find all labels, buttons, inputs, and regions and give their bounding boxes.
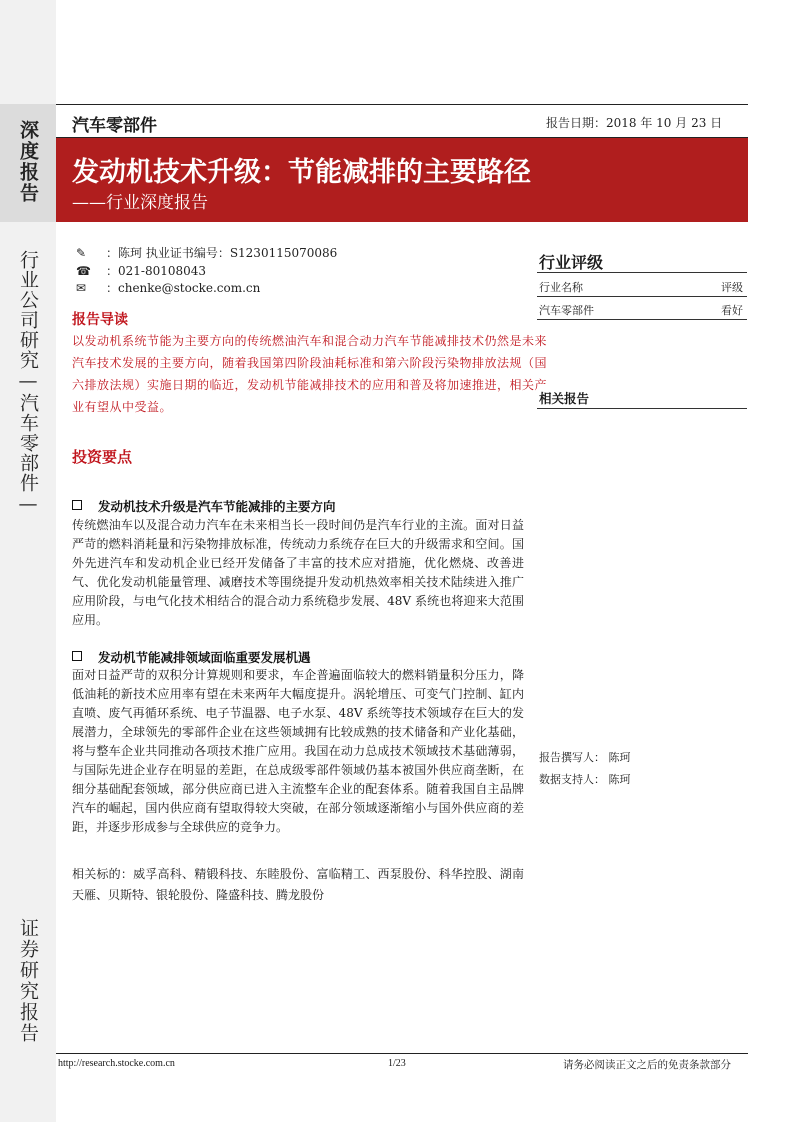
report-writer: 报告撰写人： 陈珂 [539, 751, 631, 764]
point-1-title: 发动机技术升级是汽车节能减排的主要方向 [98, 499, 336, 514]
page-title: 发动机技术升级：节能减排的主要路径 [72, 157, 531, 188]
point-2-heading [72, 648, 311, 666]
header-top-rule [56, 104, 748, 105]
point-2-body: 面对日益严苛的双积分计算规则和要求，车企普遍面临较大的燃料销量积分压力，降低油耗的新技术应用率有望在未来两年大幅度提升。涡轮增压、可变气门控制、缸内直喷、废气再循环系统、电子节温器、电子水泵、48V 系统等技术领域存在巨大的发展潜力，全球领先的零部件企业在这些领域拥有比较成熟的技术储备和产业化基础，将与整车企业共同推动各项技术推广应用。我国在动力总成技术领域技术基础薄弱，与国际先进企业存在明显的差距，在总成级零部件领域仍基本被国外供应商垄断，在细分基础配套领域，部分供应商已进入主流整车企业的配套体系。随着我国自主品牌汽车的崛起，国内供应商有望取得较大突破，在部分领域逐渐缩小与国外供应商的差距，并逐步形成参与全球供应的竞争力。 [72, 668, 524, 834]
rating-top-rule [537, 272, 747, 273]
page-subtitle: ——行业深度报告 [72, 193, 208, 213]
related-targets: 相关标的：威孚高科、精锻科技、东睦股份、富临精工、西泵股份、科华控股、湖南天雁、贝斯特、银轮股份、隆盛科技、腾龙股份 [72, 867, 524, 902]
intro-text: 以发动机系统节能为主要方向的传统燃油汽车和混合动力汽车节能减排技术仍然是未来汽车技术发展的主要方向，随着我国第四阶段油耗标准和第六阶段污染物排放法规（国六排放法规）实施日期的临近，发动机节能减排技术的应用和普及将加速推进，相关产业有望从中受益。 [72, 334, 548, 414]
analyst-name-cert: 陈珂 执业证书编号：S1230115070086 [118, 246, 338, 260]
analyst-phone-row: ☎ ：021-80108043 [76, 264, 207, 278]
sidebar-report-type: 深度报告 [17, 120, 39, 204]
point-2-title: 发动机节能减排领域面临重要发展机遇 [98, 650, 311, 665]
report-date: 报告日期：2018 年 10 月 23 日 [546, 116, 723, 130]
related-reports-rule [537, 408, 747, 409]
sidebar-category: 行业公司研究—汽车零部件— [17, 250, 39, 516]
intro-heading: 报告导读 [72, 312, 128, 328]
point-1-body: 传统燃油车以及混合动力汽车在未来相当长一段时间仍是汽车行业的主流。面对日益严苛的燃料消耗量和污染物排放标准，传统动力系统存在巨大的升级需求和空间。国外先进汽车和发动机企业已经开发储备了丰富的技术应对措施，优化燃烧、改善进气、优化发动机能量管理、减磨技术等围绕提升发动机热效率相关技术陆续进入推广应用阶段，与电气化技术相结合的混合动力系统稳步发展、48V 系统也将迎来大范围应用。 [72, 518, 524, 627]
checkbox-bullet-icon [72, 651, 82, 661]
point-1-heading [72, 497, 336, 515]
rating-bottom-rule [537, 319, 747, 320]
phone-icon: ☎ [76, 264, 91, 278]
rating-mid-rule [537, 296, 747, 297]
data-support: 数据支持人： 陈珂 [539, 773, 631, 786]
mail-icon: ✉ [76, 281, 87, 295]
footer-disclaimer: 请务必阅读正文之后的免责条款部分 [563, 1059, 731, 1071]
pen-icon: ✎ [76, 246, 87, 260]
rating-value: 看好 [721, 304, 743, 317]
related-reports-heading: 相关报告 [539, 391, 590, 406]
checkbox-bullet-icon [72, 500, 82, 510]
investment-heading: 投资要点 [72, 448, 133, 466]
sidebar-doc-type: 证券研究报告 [17, 918, 39, 1044]
footer-rule [56, 1053, 748, 1054]
analyst-email[interactable]: chenke@stocke.com.cn [118, 281, 261, 295]
rating-col-name: 行业名称 [539, 281, 583, 294]
rating-heading: 行业评级 [539, 253, 604, 272]
sector-name: 汽车零部件 [72, 116, 157, 136]
page-number: 1/23 [388, 1058, 406, 1069]
analyst-email-row: ✉ ：chenke@stocke.com.cn [76, 281, 261, 295]
rating-industry: 汽车零部件 [539, 304, 594, 317]
footer-url[interactable]: http://research.stocke.com.cn [58, 1058, 175, 1069]
analyst-name-row: ✎ ：陈珂 执业证书编号：S1230115070086 [76, 246, 338, 260]
rating-col-rating: 评级 [721, 281, 743, 294]
analyst-phone: 021-80108043 [118, 264, 207, 278]
